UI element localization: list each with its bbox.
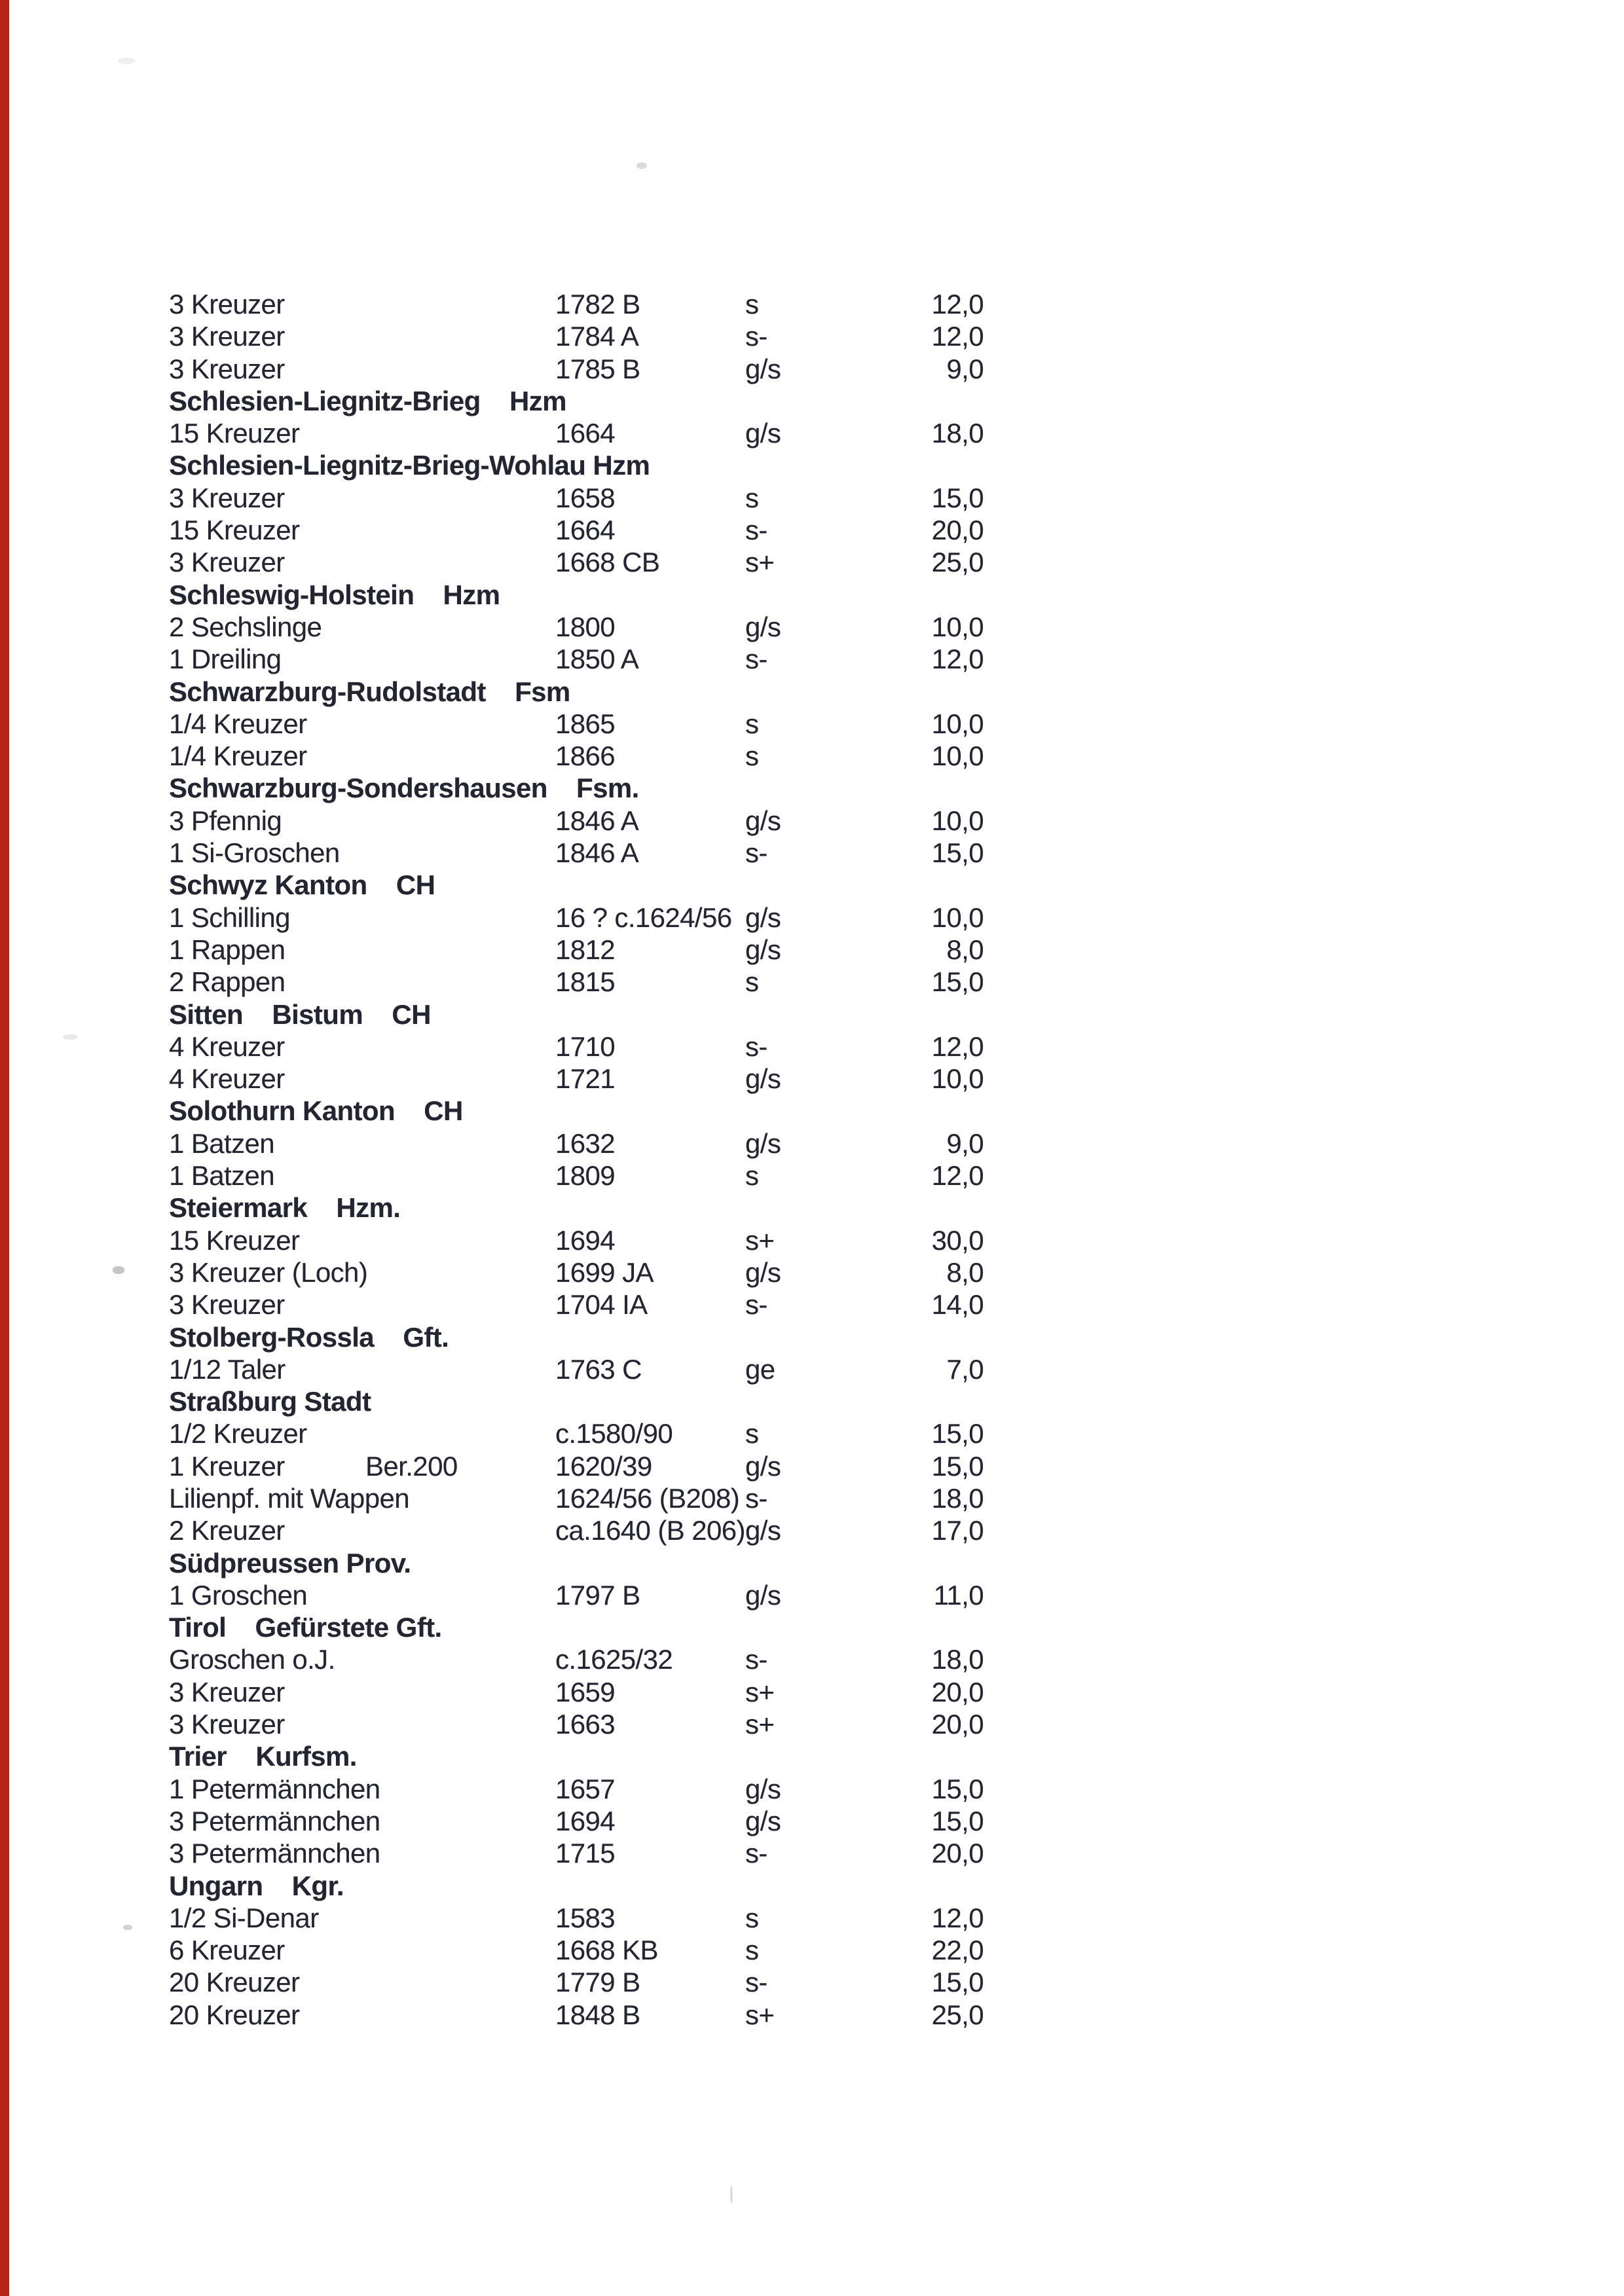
coin-row bbox=[169, 1709, 1007, 1741]
coin-price: 20,0 bbox=[931, 1838, 984, 1869]
section-label: Sitten Bistum CH bbox=[169, 998, 431, 1030]
coin-grade: s bbox=[745, 708, 759, 739]
coin-name: 3 Kreuzer bbox=[169, 353, 285, 384]
coin-year: 1632 bbox=[555, 1127, 616, 1159]
coin-row bbox=[169, 1515, 1007, 1547]
coin-price: 10,0 bbox=[931, 1063, 984, 1095]
coin-row bbox=[169, 1967, 1007, 1999]
coin-year: 1785 B bbox=[555, 353, 640, 384]
coin-row bbox=[169, 611, 1007, 644]
coin-grade: g/s bbox=[745, 1127, 781, 1159]
coin-grade: s+ bbox=[745, 1709, 775, 1740]
coin-price: 12,0 bbox=[931, 1030, 984, 1062]
coin-year: 1694 bbox=[555, 1805, 616, 1836]
coin-grade: s bbox=[745, 289, 759, 319]
coin-grade: g/s bbox=[745, 353, 781, 384]
coin-name: 1/4 Kreuzer bbox=[169, 708, 307, 739]
coin-grade: g/s bbox=[745, 1450, 781, 1482]
coin-row bbox=[169, 1838, 1007, 1870]
coin-grade: g/s bbox=[745, 1515, 781, 1546]
coin-price: 10,0 bbox=[931, 611, 984, 642]
coin-grade: s- bbox=[745, 1289, 767, 1321]
coin-price: 15,0 bbox=[931, 1967, 984, 1998]
coin-year: c.1580/90 bbox=[555, 1418, 673, 1449]
coin-name: 1 Petermännchen bbox=[169, 1773, 380, 1804]
coin-year: 1782 B bbox=[555, 289, 640, 319]
coin-price: 18,0 bbox=[931, 1644, 984, 1675]
coin-price-list bbox=[169, 289, 1007, 2032]
coin-name: 3 Kreuzer (Loch) bbox=[169, 1256, 368, 1288]
coin-grade: g/s bbox=[745, 1579, 781, 1611]
coin-row bbox=[169, 1806, 1007, 1838]
coin-year: 1620/39 bbox=[555, 1450, 652, 1482]
section-label: Südpreussen Prov. bbox=[169, 1547, 411, 1578]
coin-price: 22,0 bbox=[931, 1935, 984, 1966]
coin-price: 11,0 bbox=[933, 1579, 984, 1611]
section-header-row bbox=[169, 1095, 1007, 1127]
coin-grade: s- bbox=[745, 515, 767, 546]
coin-name: 3 Kreuzer bbox=[169, 289, 285, 319]
section-label: Schlesien-Liegnitz-Brieg-Wohlau Hzm bbox=[169, 450, 650, 481]
section-header-row bbox=[169, 1386, 1007, 1418]
coin-price: 8,0 bbox=[946, 1256, 984, 1288]
coin-year: 1715 bbox=[555, 1838, 616, 1869]
coin-year: 1668 KB bbox=[555, 1935, 658, 1966]
coin-name: 3 Petermännchen bbox=[169, 1805, 380, 1836]
coin-name: 2 Sechslinge bbox=[169, 611, 322, 642]
coin-price: 10,0 bbox=[931, 902, 984, 933]
coin-year: 1664 bbox=[555, 418, 616, 449]
coin-row bbox=[169, 1677, 1007, 1709]
section-header-row bbox=[169, 1870, 1007, 1903]
coin-grade: s+ bbox=[745, 1676, 775, 1707]
coin-grade: g/s bbox=[745, 1773, 781, 1804]
coin-row bbox=[169, 1418, 1007, 1450]
coin-grade: s bbox=[745, 1418, 759, 1449]
coin-price: 10,0 bbox=[931, 740, 984, 772]
coin-row bbox=[169, 321, 1007, 353]
coin-grade: s+ bbox=[745, 547, 775, 578]
coin-row bbox=[169, 1903, 1007, 1935]
coin-year: 1699 JA bbox=[555, 1256, 654, 1288]
section-label: Schlesien-Liegnitz-Brieg Hzm bbox=[169, 385, 566, 416]
coin-name: 1 Kreuzer bbox=[169, 1450, 285, 1482]
coin-name: 4 Kreuzer bbox=[169, 1030, 285, 1062]
section-header-row bbox=[169, 773, 1007, 805]
coin-name: 6 Kreuzer bbox=[169, 1935, 285, 1966]
coin-year: 1846 A bbox=[555, 837, 639, 869]
coin-price: 18,0 bbox=[931, 418, 984, 449]
section-label: Schwarzburg-Rudolstadt Fsm bbox=[169, 676, 570, 707]
coin-price: 15,0 bbox=[931, 1773, 984, 1804]
coin-price: 14,0 bbox=[931, 1289, 984, 1321]
coin-price: 12,0 bbox=[931, 1160, 984, 1192]
coin-year: 1624/56 (B208) bbox=[555, 1482, 740, 1514]
section-header-row bbox=[169, 579, 1007, 611]
coin-grade: s- bbox=[745, 644, 767, 675]
coin-year: 1657 bbox=[555, 1773, 616, 1804]
coin-year: 1797 B bbox=[555, 1579, 640, 1611]
coin-year: 1694 bbox=[555, 1224, 616, 1256]
coin-name: 20 Kreuzer bbox=[169, 1999, 300, 2030]
coin-row bbox=[169, 740, 1007, 773]
coin-grade: g/s bbox=[745, 902, 781, 933]
coin-price: 12,0 bbox=[931, 289, 984, 319]
coin-row bbox=[169, 515, 1007, 547]
coin-name: 1 Batzen bbox=[169, 1160, 274, 1192]
coin-row bbox=[169, 1580, 1007, 1612]
coin-name: 1/12 Taler bbox=[169, 1353, 286, 1385]
coin-row bbox=[169, 1451, 1007, 1483]
coin-grade: s bbox=[745, 740, 759, 772]
coin-year: 1848 B bbox=[555, 1999, 640, 2030]
coin-row bbox=[169, 1483, 1007, 1515]
coin-grade: g/s bbox=[745, 934, 781, 965]
coin-name: 1/2 Kreuzer bbox=[169, 1418, 307, 1449]
coin-price: 20,0 bbox=[931, 1709, 984, 1740]
coin-price: 15,0 bbox=[931, 1418, 984, 1449]
section-header-row bbox=[169, 1612, 1007, 1644]
coin-row bbox=[169, 1031, 1007, 1063]
coin-price: 9,0 bbox=[946, 1127, 984, 1159]
coin-grade: s bbox=[745, 1935, 759, 1966]
section-label: Schleswig-Holstein Hzm bbox=[169, 579, 500, 610]
coin-row bbox=[169, 1774, 1007, 1806]
section-header-row bbox=[169, 1322, 1007, 1354]
coin-name: 1 Dreiling bbox=[169, 644, 282, 675]
coin-name: 2 Kreuzer bbox=[169, 1515, 285, 1546]
scan-speck bbox=[113, 1266, 124, 1274]
coin-grade: g/s bbox=[745, 1063, 781, 1095]
coin-price: 18,0 bbox=[931, 1482, 984, 1514]
coin-row bbox=[169, 354, 1007, 386]
coin-grade: s bbox=[745, 482, 759, 513]
coin-price: 12,0 bbox=[931, 1902, 984, 1933]
coin-year: 16 ? c.1624/56 bbox=[555, 902, 732, 933]
coin-row bbox=[169, 708, 1007, 740]
coin-grade: g/s bbox=[745, 611, 781, 642]
section-label: Straßburg Stadt bbox=[169, 1386, 371, 1417]
coin-grade: g/s bbox=[745, 1256, 781, 1288]
coin-name: 3 Kreuzer bbox=[169, 482, 285, 513]
section-label: Ungarn Kgr. bbox=[169, 1870, 344, 1901]
coin-price: 20,0 bbox=[931, 515, 984, 546]
coin-grade: s+ bbox=[745, 1999, 775, 2030]
coin-row bbox=[169, 966, 1007, 998]
coin-price: 20,0 bbox=[931, 1676, 984, 1707]
coin-row bbox=[169, 483, 1007, 515]
coin-row bbox=[169, 547, 1007, 579]
scan-edge-red-line bbox=[0, 0, 9, 2296]
coin-year: 1800 bbox=[555, 611, 616, 642]
coin-year: 1663 bbox=[555, 1709, 616, 1740]
coin-name: 3 Kreuzer bbox=[169, 1289, 285, 1321]
section-label: Steiermark Hzm. bbox=[169, 1192, 401, 1224]
coin-row bbox=[169, 1644, 1007, 1676]
section-header-row bbox=[169, 1192, 1007, 1224]
coin-year: 1658 bbox=[555, 482, 616, 513]
coin-name: 3 Pfennig bbox=[169, 805, 282, 836]
coin-row bbox=[169, 1289, 1007, 1321]
coin-name: 3 Kreuzer bbox=[169, 1709, 285, 1740]
coin-year: 1865 bbox=[555, 708, 616, 739]
coin-name: 1 Batzen bbox=[169, 1127, 274, 1159]
coin-price: 12,0 bbox=[931, 644, 984, 675]
coin-grade: g/s bbox=[745, 805, 781, 836]
coin-grade: s bbox=[745, 966, 759, 998]
scan-speck bbox=[123, 1925, 132, 1930]
coin-name: 15 Kreuzer bbox=[169, 418, 300, 449]
section-label: Schwyz Kanton CH bbox=[169, 869, 435, 901]
catalog-note: Ber.200 bbox=[365, 1450, 458, 1482]
coin-row bbox=[169, 1160, 1007, 1192]
coin-year: 1866 bbox=[555, 740, 616, 772]
coin-name: 1 Rappen bbox=[169, 934, 286, 965]
section-header-row bbox=[169, 676, 1007, 708]
section-label: Stolberg-Rossla Gft. bbox=[169, 1321, 449, 1353]
coin-price: 30,0 bbox=[931, 1224, 984, 1256]
scan-speck bbox=[118, 58, 135, 64]
coin-year: 1815 bbox=[555, 966, 616, 998]
coin-name: 3 Kreuzer bbox=[169, 547, 285, 578]
coin-year: 1784 A bbox=[555, 321, 639, 352]
coin-name: 15 Kreuzer bbox=[169, 515, 300, 546]
section-label: Tirol Gefürstete Gft. bbox=[169, 1612, 442, 1643]
scan-speck bbox=[637, 162, 647, 169]
coin-year: 1850 A bbox=[555, 644, 639, 675]
coin-row bbox=[169, 1225, 1007, 1257]
coin-name: 1/2 Si-Denar bbox=[169, 1902, 319, 1933]
coin-price: 17,0 bbox=[931, 1515, 984, 1546]
coin-price: 12,0 bbox=[931, 321, 984, 352]
scan-speck bbox=[63, 1034, 77, 1040]
coin-row bbox=[169, 1999, 1007, 2032]
section-label: Solothurn Kanton CH bbox=[169, 1095, 463, 1127]
coin-name: 3 Petermännchen bbox=[169, 1838, 380, 1869]
coin-price: 15,0 bbox=[931, 482, 984, 513]
coin-year: 1763 C bbox=[555, 1353, 642, 1385]
coin-price: 15,0 bbox=[931, 837, 984, 869]
coin-year: 1809 bbox=[555, 1160, 616, 1192]
coin-name: Lilienpf. mit Wappen bbox=[169, 1482, 409, 1514]
coin-grade: s+ bbox=[745, 1224, 775, 1256]
section-label: Schwarzburg-Sondershausen Fsm. bbox=[169, 773, 639, 804]
coin-grade: s- bbox=[745, 1967, 767, 1998]
coin-year: 1668 CB bbox=[555, 547, 660, 578]
coin-row bbox=[169, 1128, 1007, 1160]
coin-price: 10,0 bbox=[931, 805, 984, 836]
coin-name: 15 Kreuzer bbox=[169, 1224, 300, 1256]
coin-year: 1704 IA bbox=[555, 1289, 648, 1321]
section-header-row bbox=[169, 999, 1007, 1031]
coin-grade: s- bbox=[745, 837, 767, 869]
coin-grade: s- bbox=[745, 1644, 767, 1675]
coin-grade: s- bbox=[745, 321, 767, 352]
coin-year: 1779 B bbox=[555, 1967, 640, 1998]
coin-price: 9,0 bbox=[946, 353, 984, 384]
coin-price: 15,0 bbox=[931, 966, 984, 998]
coin-grade: ge bbox=[745, 1353, 775, 1385]
coin-row bbox=[169, 1935, 1007, 1967]
coin-row bbox=[169, 1257, 1007, 1289]
coin-year: 1721 bbox=[555, 1063, 616, 1095]
coin-row bbox=[169, 837, 1007, 869]
coin-name: 1 Schilling bbox=[169, 902, 290, 933]
coin-year: ca.1640 (B 206) bbox=[555, 1515, 745, 1546]
coin-name: Groschen o.J. bbox=[169, 1644, 335, 1675]
coin-grade: s- bbox=[745, 1482, 767, 1514]
coin-row bbox=[169, 1354, 1007, 1386]
coin-price: 7,0 bbox=[946, 1353, 984, 1385]
coin-row bbox=[169, 902, 1007, 934]
coin-grade: g/s bbox=[745, 1805, 781, 1836]
section-header-row bbox=[169, 386, 1007, 418]
coin-row bbox=[169, 1063, 1007, 1095]
coin-year: 1812 bbox=[555, 934, 616, 965]
coin-price: 25,0 bbox=[931, 1999, 984, 2030]
coin-name: 2 Rappen bbox=[169, 966, 286, 998]
coin-row bbox=[169, 289, 1007, 321]
coin-row bbox=[169, 934, 1007, 966]
scan-speck bbox=[730, 2185, 733, 2204]
coin-name: 3 Kreuzer bbox=[169, 1676, 285, 1707]
coin-price: 10,0 bbox=[931, 708, 984, 739]
coin-name: 1/4 Kreuzer bbox=[169, 740, 307, 772]
coin-name: 1 Groschen bbox=[169, 1579, 308, 1611]
coin-row bbox=[169, 805, 1007, 837]
coin-grade: s bbox=[745, 1902, 759, 1933]
coin-price: 15,0 bbox=[931, 1805, 984, 1836]
coin-row bbox=[169, 644, 1007, 676]
coin-grade: s- bbox=[745, 1838, 767, 1869]
coin-grade: s bbox=[745, 1160, 759, 1192]
section-header-row bbox=[169, 1548, 1007, 1580]
coin-year: 1659 bbox=[555, 1676, 616, 1707]
section-header-row bbox=[169, 1741, 1007, 1773]
coin-year: 1583 bbox=[555, 1902, 616, 1933]
section-header-row bbox=[169, 450, 1007, 482]
coin-price: 8,0 bbox=[946, 934, 984, 965]
coin-price: 15,0 bbox=[931, 1450, 984, 1482]
section-label: Trier Kurfsm. bbox=[169, 1741, 357, 1772]
coin-year: 1846 A bbox=[555, 805, 639, 836]
coin-name: 3 Kreuzer bbox=[169, 321, 285, 352]
coin-year: c.1625/32 bbox=[555, 1644, 673, 1675]
coin-grade: s- bbox=[745, 1030, 767, 1062]
coin-name: 1 Si-Groschen bbox=[169, 837, 340, 869]
coin-grade: g/s bbox=[745, 418, 781, 449]
coin-price: 25,0 bbox=[931, 547, 984, 578]
coin-name: 20 Kreuzer bbox=[169, 1967, 300, 1998]
coin-name: 4 Kreuzer bbox=[169, 1063, 285, 1095]
section-header-row bbox=[169, 869, 1007, 902]
coin-row bbox=[169, 418, 1007, 450]
coin-year: 1664 bbox=[555, 515, 616, 546]
coin-year: 1710 bbox=[555, 1030, 616, 1062]
